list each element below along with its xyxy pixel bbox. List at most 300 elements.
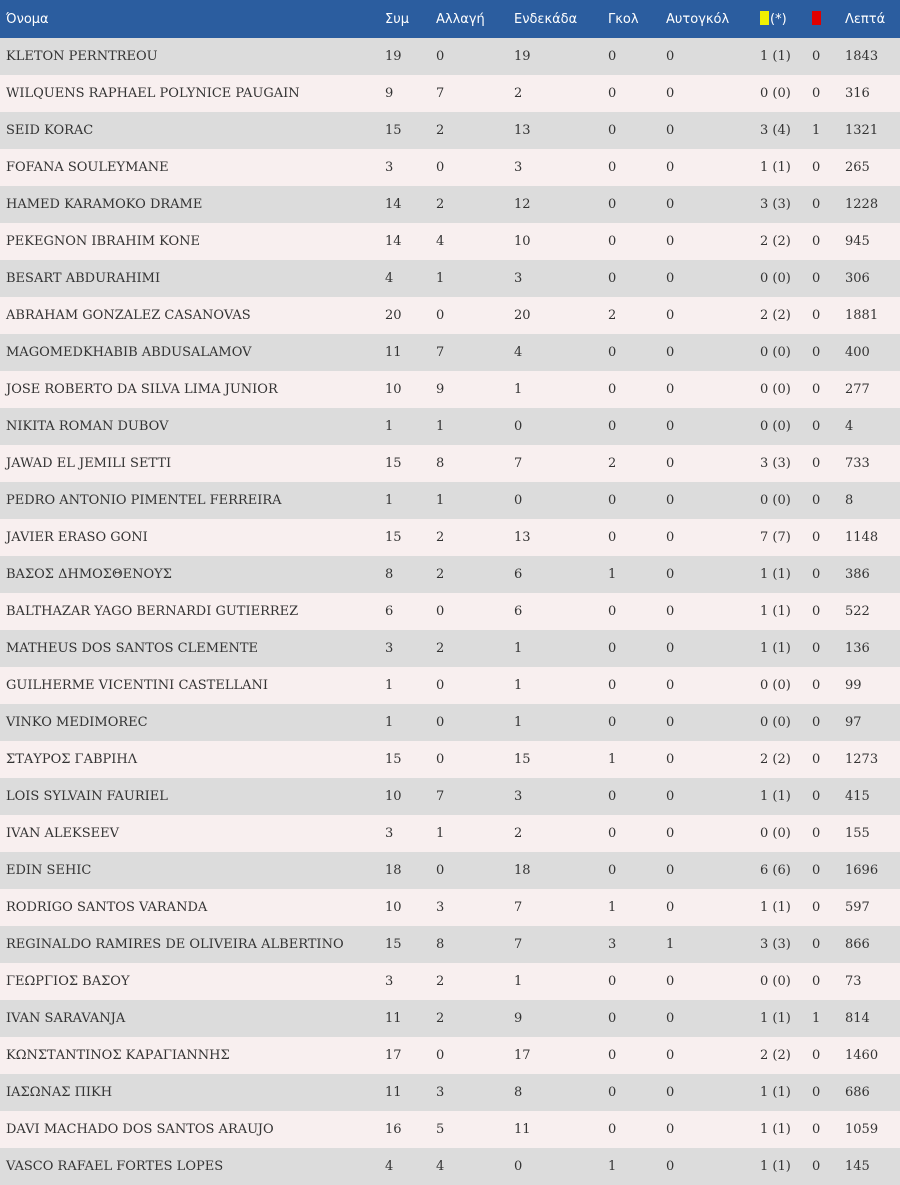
- red-cards-cell: 0: [812, 752, 821, 767]
- yellow-cards-cell: 0 (0): [760, 974, 791, 989]
- red-cards-cell: 0: [812, 974, 821, 989]
- table-row: [0, 741, 900, 778]
- header-name[interactable]: Όνομα: [6, 11, 49, 27]
- own-goals-cell: 0: [666, 271, 675, 286]
- own-goals-cell: 0: [666, 863, 675, 878]
- yellow-cards-cell: 1 (1): [760, 641, 791, 656]
- red-cards-cell: 0: [812, 604, 821, 619]
- table-row: [0, 593, 900, 630]
- yellow-cards-cell: 7 (7): [760, 530, 791, 545]
- header-yellow-suffix: (*): [770, 12, 787, 27]
- player-name-cell: JOSE ROBERTO DA SILVA LIMA JUNIOR: [6, 382, 278, 397]
- apps-cell: 16: [385, 1122, 402, 1137]
- red-cards-cell: 0: [812, 641, 821, 656]
- header-own-goals[interactable]: Αυτογκόλ: [666, 11, 730, 27]
- subs-cell: 4: [436, 234, 445, 249]
- own-goals-cell: 0: [666, 1159, 675, 1174]
- table-row: [0, 630, 900, 667]
- subs-cell: 2: [436, 641, 445, 656]
- own-goals-cell: 0: [666, 974, 675, 989]
- starts-cell: 13: [514, 530, 531, 545]
- yellow-cards-cell: 2 (2): [760, 234, 791, 249]
- table-row: [0, 260, 900, 297]
- player-name-cell: NIKITA ROMAN DUBOV: [6, 419, 169, 434]
- apps-cell: 10: [385, 900, 402, 915]
- starts-cell: 13: [514, 123, 531, 138]
- minutes-cell: 8: [845, 493, 854, 508]
- own-goals-cell: 0: [666, 493, 675, 508]
- header-red-cards[interactable]: [806, 0, 839, 38]
- goals-cell: 0: [608, 86, 617, 101]
- yellow-cards-cell: 3 (4): [760, 123, 791, 138]
- yellow-cards-cell: 1 (1): [760, 1011, 791, 1026]
- goals-cell: 0: [608, 1085, 617, 1100]
- table-header-row: [0, 0, 900, 38]
- own-goals-cell: 0: [666, 308, 675, 323]
- apps-cell: 20: [385, 308, 402, 323]
- minutes-cell: 277: [845, 382, 870, 397]
- red-card-icon: [812, 11, 821, 25]
- own-goals-cell: 0: [666, 382, 675, 397]
- yellow-cards-cell: 0 (0): [760, 382, 791, 397]
- goals-cell: 1: [608, 752, 617, 767]
- goals-cell: 0: [608, 604, 617, 619]
- red-cards-cell: 0: [812, 197, 821, 212]
- goals-cell: 0: [608, 382, 617, 397]
- subs-cell: 0: [436, 160, 445, 175]
- own-goals-cell: 0: [666, 86, 675, 101]
- apps-cell: 11: [385, 1085, 402, 1100]
- apps-cell: 15: [385, 456, 402, 471]
- player-name-cell: ΓΕΩΡΓΙΟΣ ΒΑΣΟΥ: [6, 974, 130, 989]
- subs-cell: 1: [436, 271, 445, 286]
- apps-cell: 3: [385, 974, 394, 989]
- apps-cell: 6: [385, 604, 394, 619]
- starts-cell: 18: [514, 863, 531, 878]
- starts-cell: 3: [514, 271, 523, 286]
- subs-cell: 2: [436, 197, 445, 212]
- apps-cell: 1: [385, 678, 394, 693]
- subs-cell: 1: [436, 826, 445, 841]
- table-row: [0, 297, 900, 334]
- starts-cell: 12: [514, 197, 531, 212]
- apps-cell: 10: [385, 382, 402, 397]
- red-cards-cell: 0: [812, 271, 821, 286]
- own-goals-cell: 0: [666, 752, 675, 767]
- red-cards-cell: 0: [812, 1048, 821, 1063]
- subs-cell: 0: [436, 49, 445, 64]
- goals-cell: 0: [608, 197, 617, 212]
- subs-cell: 2: [436, 567, 445, 582]
- apps-cell: 8: [385, 567, 394, 582]
- starts-cell: 1: [514, 715, 523, 730]
- table-row: [0, 704, 900, 741]
- own-goals-cell: 0: [666, 567, 675, 582]
- red-cards-cell: 0: [812, 234, 821, 249]
- own-goals-cell: 0: [666, 456, 675, 471]
- table-row: [0, 334, 900, 371]
- yellow-cards-cell: 0 (0): [760, 826, 791, 841]
- apps-cell: 11: [385, 1011, 402, 1026]
- apps-cell: 3: [385, 160, 394, 175]
- minutes-cell: 386: [845, 567, 870, 582]
- goals-cell: 0: [608, 1011, 617, 1026]
- own-goals-cell: 0: [666, 1085, 675, 1100]
- subs-cell: 7: [436, 86, 445, 101]
- player-name-cell: IVAN ALEKSEEV: [6, 826, 120, 841]
- goals-cell: 2: [608, 456, 617, 471]
- goals-cell: 0: [608, 234, 617, 249]
- starts-cell: 6: [514, 567, 523, 582]
- player-name-cell: VASCO RAFAEL FORTES LOPES: [6, 1159, 224, 1174]
- yellow-cards-cell: 1 (1): [760, 604, 791, 619]
- yellow-cards-cell: 1 (1): [760, 49, 791, 64]
- yellow-cards-cell: 3 (3): [760, 456, 791, 471]
- red-cards-cell: 0: [812, 419, 821, 434]
- starts-cell: 0: [514, 1159, 523, 1174]
- header-yellow-cards[interactable]: [754, 0, 806, 38]
- yellow-cards-cell: 1 (1): [760, 1122, 791, 1137]
- goals-cell: 0: [608, 345, 617, 360]
- table-row: [0, 1148, 900, 1185]
- subs-cell: 4: [436, 1159, 445, 1174]
- yellow-cards-cell: 0 (0): [760, 86, 791, 101]
- yellow-cards-cell: 6 (6): [760, 863, 791, 878]
- own-goals-cell: 0: [666, 900, 675, 915]
- red-cards-cell: 1: [812, 123, 821, 138]
- minutes-cell: 1148: [845, 530, 879, 545]
- goals-cell: 0: [608, 863, 617, 878]
- own-goals-cell: 0: [666, 160, 675, 175]
- table-row: [0, 926, 900, 963]
- yellow-cards-cell: 1 (1): [760, 1159, 791, 1174]
- red-cards-cell: 0: [812, 937, 821, 952]
- player-name-cell: DAVI MACHADO DOS SANTOS ARAUJO: [6, 1122, 274, 1137]
- apps-cell: 14: [385, 197, 402, 212]
- minutes-cell: 1228: [845, 197, 879, 212]
- table-row: [0, 667, 900, 704]
- red-cards-cell: 0: [812, 160, 821, 175]
- goals-cell: 1: [608, 567, 617, 582]
- table-row: [0, 38, 900, 75]
- table-row: [0, 815, 900, 852]
- table-row: [0, 889, 900, 926]
- red-cards-cell: 1: [812, 1011, 821, 1026]
- minutes-cell: 4: [845, 419, 854, 434]
- own-goals-cell: 0: [666, 604, 675, 619]
- own-goals-cell: 0: [666, 234, 675, 249]
- minutes-cell: 136: [845, 641, 870, 656]
- player-name-cell: ΣΤΑΥΡΟΣ ΓΑΒΡΙΗΛ: [6, 752, 138, 767]
- table-row: [0, 852, 900, 889]
- goals-cell: 0: [608, 160, 617, 175]
- player-name-cell: SEID KORAC: [6, 123, 94, 138]
- own-goals-cell: 0: [666, 1122, 675, 1137]
- table-row: [0, 482, 900, 519]
- own-goals-cell: 0: [666, 530, 675, 545]
- starts-cell: 3: [514, 789, 523, 804]
- apps-cell: 1: [385, 419, 394, 434]
- table-row: [0, 1074, 900, 1111]
- subs-cell: 9: [436, 382, 445, 397]
- header-starts[interactable]: Ενδεκάδα: [514, 11, 578, 27]
- goals-cell: 0: [608, 974, 617, 989]
- subs-cell: 0: [436, 863, 445, 878]
- apps-cell: 9: [385, 86, 394, 101]
- subs-cell: 8: [436, 456, 445, 471]
- yellow-cards-cell: 0 (0): [760, 345, 791, 360]
- table-row: [0, 186, 900, 223]
- minutes-cell: 99: [845, 678, 862, 693]
- table-row: [0, 1111, 900, 1148]
- table-row: [0, 371, 900, 408]
- subs-cell: 3: [436, 900, 445, 915]
- table-row: [0, 778, 900, 815]
- apps-cell: 14: [385, 234, 402, 249]
- player-name-cell: BALTHAZAR YAGO BERNARDI GUTIERREZ: [6, 604, 299, 619]
- own-goals-cell: 0: [666, 345, 675, 360]
- subs-cell: 1: [436, 493, 445, 508]
- apps-cell: 15: [385, 937, 402, 952]
- minutes-cell: 814: [845, 1011, 870, 1026]
- own-goals-cell: 0: [666, 197, 675, 212]
- minutes-cell: 686: [845, 1085, 870, 1100]
- goals-cell: 0: [608, 641, 617, 656]
- player-name-cell: ΒΑΣΟΣ ΔΗΜΟΣΘΕΝΟΥΣ: [6, 567, 172, 582]
- own-goals-cell: 0: [666, 1011, 675, 1026]
- red-cards-cell: 0: [812, 1159, 821, 1174]
- subs-cell: 3: [436, 1085, 445, 1100]
- player-name-cell: ΙΑΣΩΝΑΣ ΠΙΚΗ: [6, 1085, 113, 1100]
- header-subs[interactable]: Αλλαγή: [436, 11, 485, 27]
- starts-cell: 4: [514, 345, 523, 360]
- starts-cell: 19: [514, 49, 531, 64]
- table-row: [0, 519, 900, 556]
- red-cards-cell: 0: [812, 530, 821, 545]
- player-name-cell: FOFANA SOULEYMANE: [6, 160, 169, 175]
- yellow-cards-cell: 1 (1): [760, 1085, 791, 1100]
- apps-cell: 18: [385, 863, 402, 878]
- yellow-cards-cell: 1 (1): [760, 789, 791, 804]
- player-name-cell: LOIS SYLVAIN FAURIEL: [6, 789, 168, 804]
- yellow-cards-cell: 1 (1): [760, 160, 791, 175]
- own-goals-cell: 0: [666, 789, 675, 804]
- red-cards-cell: 0: [812, 567, 821, 582]
- starts-cell: 7: [514, 900, 523, 915]
- apps-cell: 4: [385, 1159, 394, 1174]
- minutes-cell: 733: [845, 456, 870, 471]
- apps-cell: 1: [385, 493, 394, 508]
- player-name-cell: MAGOMEDKHABIB ABDUSALAMOV: [6, 345, 252, 360]
- minutes-cell: 155: [845, 826, 870, 841]
- own-goals-cell: 0: [666, 123, 675, 138]
- yellow-cards-cell: 0 (0): [760, 419, 791, 434]
- subs-cell: 0: [436, 604, 445, 619]
- subs-cell: 0: [436, 715, 445, 730]
- starts-cell: 1: [514, 974, 523, 989]
- yellow-cards-cell: 0 (0): [760, 271, 791, 286]
- table-row: [0, 1037, 900, 1074]
- minutes-cell: 265: [845, 160, 870, 175]
- subs-cell: 7: [436, 789, 445, 804]
- table-row: [0, 963, 900, 1000]
- starts-cell: 7: [514, 456, 523, 471]
- own-goals-cell: 0: [666, 678, 675, 693]
- player-name-cell: WILQUENS RAPHAEL POLYNICE PAUGAIN: [6, 86, 300, 101]
- goals-cell: 0: [608, 1122, 617, 1137]
- subs-cell: 0: [436, 1048, 445, 1063]
- red-cards-cell: 0: [812, 345, 821, 360]
- table-row: [0, 1000, 900, 1037]
- minutes-cell: 522: [845, 604, 870, 619]
- player-name-cell: BESART ABDURAHIMI: [6, 271, 161, 286]
- yellow-cards-cell: 0 (0): [760, 715, 791, 730]
- player-name-cell: RODRIGO SANTOS VARANDA: [6, 900, 208, 915]
- table-row: [0, 445, 900, 482]
- red-cards-cell: 0: [812, 49, 821, 64]
- yellow-cards-cell: 2 (2): [760, 308, 791, 323]
- player-name-cell: VINKO MEDIMOREC: [6, 715, 148, 730]
- subs-cell: 2: [436, 974, 445, 989]
- minutes-cell: 97: [845, 715, 862, 730]
- starts-cell: 0: [514, 419, 523, 434]
- red-cards-cell: 0: [812, 789, 821, 804]
- goals-cell: 0: [608, 826, 617, 841]
- red-cards-cell: 0: [812, 715, 821, 730]
- own-goals-cell: 0: [666, 1048, 675, 1063]
- starts-cell: 3: [514, 160, 523, 175]
- yellow-cards-cell: 2 (2): [760, 1048, 791, 1063]
- starts-cell: 0: [514, 493, 523, 508]
- starts-cell: 1: [514, 678, 523, 693]
- player-name-cell: HAMED KARAMOKO DRAME: [6, 197, 203, 212]
- apps-cell: 19: [385, 49, 402, 64]
- table-row: [0, 75, 900, 112]
- player-name-cell: IVAN SARAVANJA: [6, 1011, 126, 1026]
- yellow-card-icon: [760, 11, 769, 25]
- header-minutes[interactable]: Λεπτά: [845, 11, 886, 27]
- player-name-cell: JAWAD EL JEMILI SETTI: [6, 456, 172, 471]
- yellow-cards-cell: 3 (3): [760, 937, 791, 952]
- starts-cell: 17: [514, 1048, 531, 1063]
- red-cards-cell: 0: [812, 493, 821, 508]
- starts-cell: 8: [514, 1085, 523, 1100]
- minutes-cell: 145: [845, 1159, 870, 1174]
- goals-cell: 0: [608, 271, 617, 286]
- starts-cell: 1: [514, 382, 523, 397]
- apps-cell: 15: [385, 123, 402, 138]
- minutes-cell: 400: [845, 345, 870, 360]
- subs-cell: 5: [436, 1122, 445, 1137]
- table-row: [0, 556, 900, 593]
- apps-cell: 1: [385, 715, 394, 730]
- starts-cell: 10: [514, 234, 531, 249]
- red-cards-cell: 0: [812, 826, 821, 841]
- own-goals-cell: 0: [666, 826, 675, 841]
- apps-cell: 11: [385, 345, 402, 360]
- header-apps[interactable]: Συμ: [385, 11, 410, 27]
- red-cards-cell: 0: [812, 382, 821, 397]
- own-goals-cell: 0: [666, 49, 675, 64]
- yellow-cards-cell: 1 (1): [760, 900, 791, 915]
- goals-cell: 0: [608, 1048, 617, 1063]
- subs-cell: 0: [436, 752, 445, 767]
- subs-cell: 0: [436, 678, 445, 693]
- goals-cell: 0: [608, 530, 617, 545]
- own-goals-cell: 0: [666, 715, 675, 730]
- own-goals-cell: 0: [666, 419, 675, 434]
- yellow-cards-cell: 0 (0): [760, 493, 791, 508]
- red-cards-cell: 0: [812, 456, 821, 471]
- minutes-cell: 1696: [845, 863, 879, 878]
- goals-cell: 2: [608, 308, 617, 323]
- yellow-cards-cell: 0 (0): [760, 678, 791, 693]
- yellow-cards-cell: 1 (1): [760, 567, 791, 582]
- table-row: [0, 223, 900, 260]
- table-row: [0, 149, 900, 186]
- player-name-cell: REGINALDO RAMIRES DE OLIVEIRA ALBERTINO: [6, 937, 344, 952]
- goals-cell: 0: [608, 678, 617, 693]
- subs-cell: 2: [436, 530, 445, 545]
- minutes-cell: 1059: [845, 1122, 879, 1137]
- goals-cell: 0: [608, 493, 617, 508]
- subs-cell: 1: [436, 419, 445, 434]
- player-name-cell: EDIN SEHIC: [6, 863, 92, 878]
- own-goals-cell: 1: [666, 937, 675, 952]
- red-cards-cell: 0: [812, 900, 821, 915]
- red-cards-cell: 0: [812, 1085, 821, 1100]
- red-cards-cell: 0: [812, 863, 821, 878]
- table-row: [0, 112, 900, 149]
- yellow-cards-cell: 3 (3): [760, 197, 791, 212]
- player-name-cell: GUILHERME VICENTINI CASTELLANI: [6, 678, 269, 693]
- minutes-cell: 597: [845, 900, 870, 915]
- player-name-cell: KLETON PERNTREOU: [6, 49, 158, 64]
- goals-cell: 0: [608, 419, 617, 434]
- apps-cell: 3: [385, 826, 394, 841]
- minutes-cell: 1460: [845, 1048, 879, 1063]
- subs-cell: 2: [436, 1011, 445, 1026]
- goals-cell: 0: [608, 49, 617, 64]
- player-name-cell: ABRAHAM GONZALEZ CASANOVAS: [6, 308, 251, 323]
- subs-cell: 8: [436, 937, 445, 952]
- apps-cell: 17: [385, 1048, 402, 1063]
- subs-cell: 7: [436, 345, 445, 360]
- starts-cell: 20: [514, 308, 531, 323]
- player-name-cell: JAVIER ERASO GONI: [6, 530, 148, 545]
- red-cards-cell: 0: [812, 1122, 821, 1137]
- subs-cell: 0: [436, 308, 445, 323]
- starts-cell: 2: [514, 826, 523, 841]
- starts-cell: 7: [514, 937, 523, 952]
- minutes-cell: 1321: [845, 123, 879, 138]
- apps-cell: 3: [385, 641, 394, 656]
- player-name-cell: MATHEUS DOS SANTOS CLEMENTE: [6, 641, 259, 656]
- player-name-cell: PEDRO ANTONIO PIMENTEL FERREIRA: [6, 493, 282, 508]
- minutes-cell: 1843: [845, 49, 879, 64]
- goals-cell: 1: [608, 1159, 617, 1174]
- goals-cell: 0: [608, 789, 617, 804]
- red-cards-cell: 0: [812, 308, 821, 323]
- yellow-cards-cell: 2 (2): [760, 752, 791, 767]
- header-goals[interactable]: Γκολ: [608, 11, 639, 27]
- starts-cell: 2: [514, 86, 523, 101]
- minutes-cell: 1273: [845, 752, 879, 767]
- red-cards-cell: 0: [812, 86, 821, 101]
- apps-cell: 4: [385, 271, 394, 286]
- player-name-cell: PEKEGNON IBRAHIM KONE: [6, 234, 201, 249]
- minutes-cell: 866: [845, 937, 870, 952]
